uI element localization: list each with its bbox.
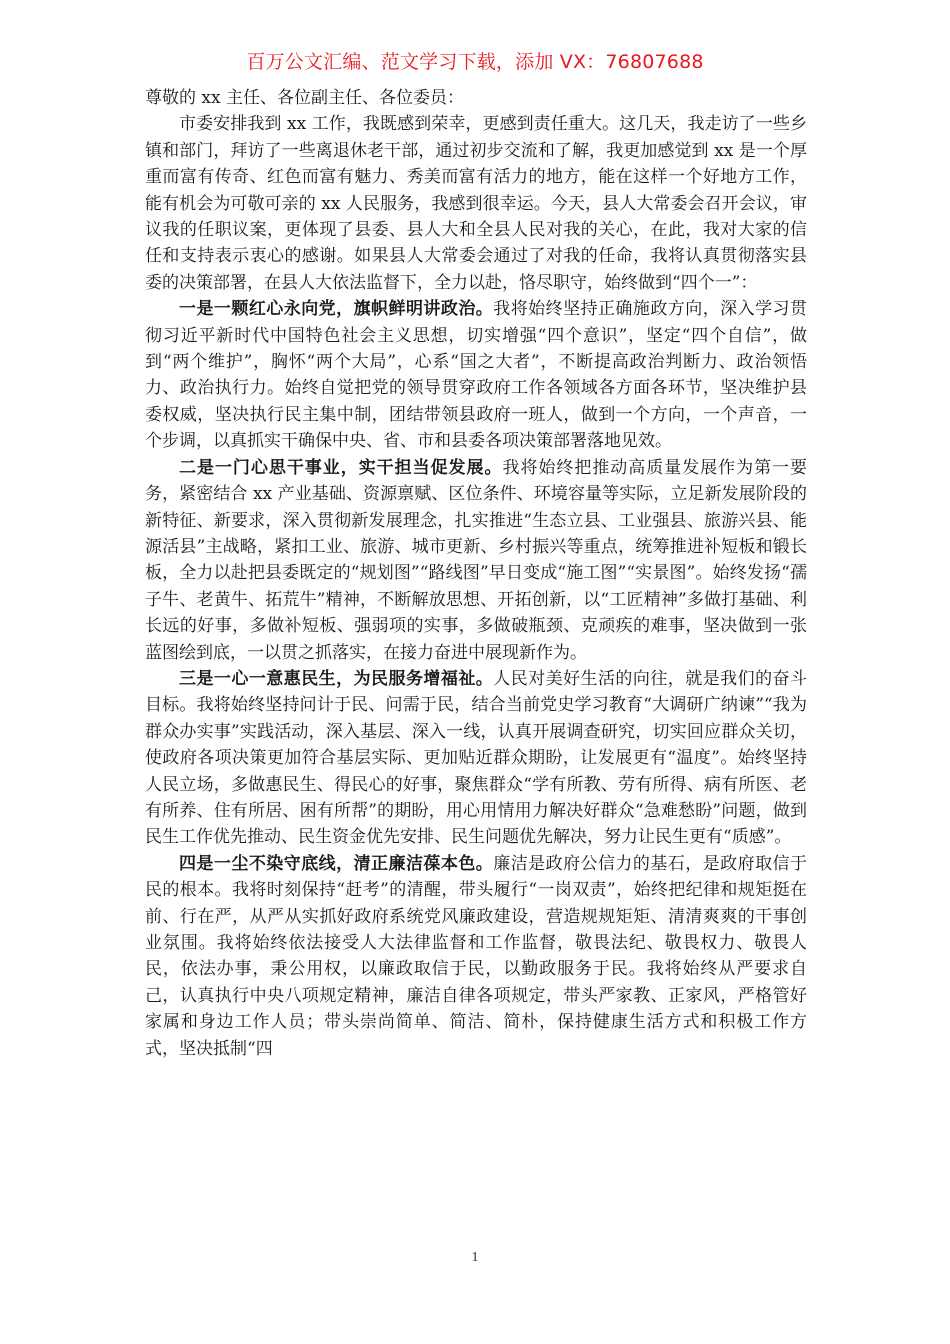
section-lead-1: 一是一颗红心永向党，旗帜鲜明讲政治。 <box>179 299 494 320</box>
greeting: 尊敬的 xx 主任、各位副主任、各位委员： <box>145 88 464 108</box>
section-body-3: 人民对美好生活的向往，就是我们的奋斗目标。我将始终坚持问计于民、问需于民，结合当前党史学习教育“大调研广纳谏”“我为群众办实事”实践活动，深入基层、深入一线，认真开展调查研究，切实回应群众关切，使政府各项决策更加符合基层实际、更加贴近群众期盼，让发展更有“温度”。始终坚持人民立场，多做惠民生、得民心的好事，聚焦群众“学有所教、劳有所得、病有所医、老有所养、住有所居、困有所帮”的期盼，用心用情用力解决好群众“急难愁盼”问题，做到民生工作优先推动、民生资金优先安排、民生问题优先解决，努力让民生更有“质感”。 <box>145 668 808 848</box>
page-number: 1 <box>471 1250 479 1265</box>
intro-paragraph: 市委安排我到 xx 工作，我既感到荣幸，更感到责任重大。这几天，我走访了一些乡镇和部门，拜访了一些离退休老干部，通过初步交流和了解，我更加感觉到 xx 是一个厚重而富有传奇、红色而富有魅力、秀美而富有活力的地方，能在这样一个好地方工作，能有机会为可敬可亲的 xx 人民服务，我感到很幸运。今天，县人大常委会召开会议，审议我的任职议案，更体现了县委、县人大和全县人民对我的关心，在此，我对大家的信任和支持表示衷心的感谢。如果县人大常委会通过了对我的任命，我将认真贯彻落实县委的决策部署，在县人大依法监督下，全力以赴，恪尽职守，始终做到“四个一”： <box>145 114 807 293</box>
section-body-1: 我将始终坚持正确施政方向，深入学习贯彻习近平新时代中国特色社会主义思想，切实增强“四个意识”，坚定“四个自信”，做到“两个维护”，胸怀“两个大局”，心系“国之大者”，不断提高政治判断力、政治领悟力、政治执行力。始终自觉把党的领导贯穿政府工作各领域各方面各环节，坚决维护县委权威，坚决执行民主集中制，团结带领县政府一班人，做到一个方向，一个声音，一个步调，以真抓实干确保中央、省、市和县委各项决策部署落地见效。 <box>145 299 808 452</box>
document-body <box>145 85 807 1062</box>
section-body-4: 廉洁是政府公信力的基石，是政府取信于民的根本。我将时刻保持“赶考”的清醒，带头履行“一岗双责”，始终把纪律和规矩挺在前、行在严，从严从实抓好政府系统党风廉政建设，营造规规矩矩、清清爽爽的干事创业氛围。我将始终依法接受人大法律监督和工作监督，敬畏法纪、敬畏权力、敬畏人民，依法办事，秉公用权，以廉政取信于民，以勤政服务于民。我将始终从严要求自己，认真执行中央八项规定精神，廉洁自律各项规定，带头严家教、正家风，严格管好家属和身边工作人员；带头崇尚简单、简洁、简朴，保持健康生活方式和积极工作方式，坚决抵制“四 <box>145 853 808 1059</box>
section-paragraph-2 <box>145 455 807 666</box>
section-paragraph-3 <box>145 666 807 851</box>
header-banner: 百万公文汇编、范文学习下载，添加 VX：76807688 <box>246 51 704 73</box>
section-lead-2: 二是一门心思干事业，实干担当促发展。 <box>179 457 503 478</box>
section-lead-3: 三是一心一意惠民生，为民服务增福祉。 <box>179 668 494 689</box>
section-paragraph-4 <box>145 851 807 1062</box>
section-paragraph-1 <box>145 296 807 454</box>
section-lead-4: 四是一尘不染守底线，清正廉洁葆本色。 <box>179 853 494 874</box>
section-body-2: 我将始终把推动高质量发展作为第一要务，紧密结合 xx 产业基础、资源禀赋、区位条件、环境容量等实际，立足新发展阶段的新特征、新要求，深入贯彻新发展理念，扎实推进“生态立县、工业强县、旅游兴县、能源活县”主战略，紧扣工业、旅游、城市更新、乡村振兴等重点，统筹推进补短板和锻长板，全力以赴把县委既定的“规划图”“路线图”早日变成“施工图”“实景图”。始终发扬“孺子牛、老黄牛、拓荒牛”精神，不断解放思想、开拓创新，以“工匠精神”多做打基础、利长远的好事，多做补短板、强弱项的实事，多做破瓶颈、克顽疾的难事，坚决做到一张蓝图绘到底，一以贯之抓落实，在接力奋进中展现新作为。 <box>145 457 808 663</box>
